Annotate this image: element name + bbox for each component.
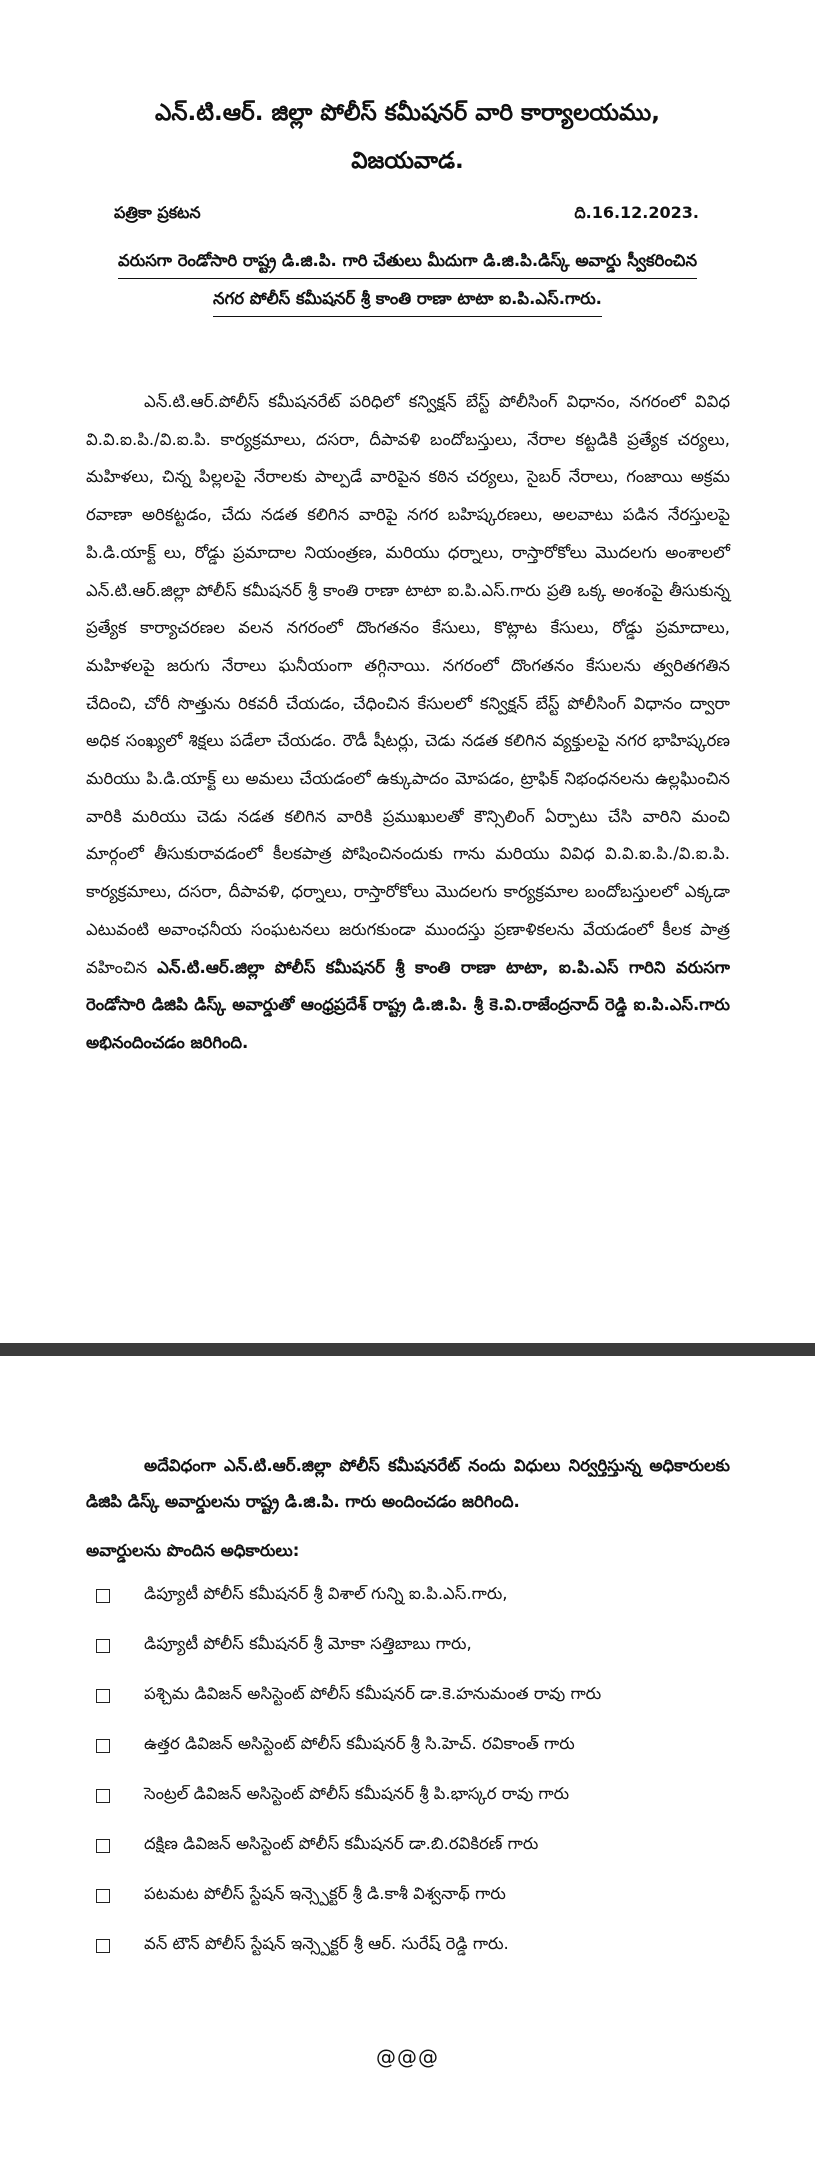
paragraph-1-text: ఎన్.టి.ఆర్.పోలీస్ కమీషనరేట్ పరిధిలో కన్విక్షన్ బేస్ట్ పోలీసింగ్ విధానం, నగరంలో వివిధ వి.వి.ఐ.పి./వి.ఐ.పి. కార్యక్రమాలు, దసరా, దీపావళి బందోబస్తులు, నేరాల కట్టడికి ప్రత్యేక చర్యలు, మహిళలు, చిన్న పిల్లలపై నేరాలకు పాల్పడే వారిపైన కఠిన చర్యలు, సైబర్ నేరాలు, గంజాయి అక్రమ రవాణా అరికట్టడం, చేదు నడత కలిగిన వారిపై నగర బహిష్కరణలు, అలవాటు పడిన నేరస్తులపై పి.డి.యాక్ట్ లు, రోడ్డు ప్రమాదాల నియంత్రణ, మరియు ధర్నాలు, రాస్తారోకోలు మొదలగు అంశాలలో ఎన్.టి.ఆర్.జిల్లా పోలీస్ కమీషనర్ శ్రీ కాంతి రాణా టాటా ఐ.పి.ఎస్.గారు ప్రతి ఒక్క అంశంపై తీసుకున్న ప్రత్యేక కార్యాచరణల వలన నగరంలో దొంగతనం కేసులు, కొట్లాట కేసులు, రోడ్డు ప్రమాదాలు, మహిళలపై జరుగు నేరాలు ఘనీయంగా తగ్గినాయి. నగరంలో దొంగతనం కేసులను త్వరితగతిన చేదించి, చోరీ సొత్తును రికవరీ చేయడం, చేధించిన కేసులలో కన్విక్షన్ బేస్ట్ పోలీసింగ్ విధానం ద్వారా అధిక సంఖ్యలో శిక్షలు పడేలా చేయడం. రౌడీ షీటర్లు, చెడు నడత కలిగిన వ్యక్తులపై నగర భాహిష్కరణ మరియు పి.డి.యాక్ట్ లు అమలు చేయడంలో ఉక్కుపాదం మోపడం, ట్రాఫిక్ నిభంధనలను ఉల్లఘించిన వారికి మరియు చెడు నడత కలిగిన వారికి ప్రముఖులతో కౌన్సిలింగ్ ఏర్పాటు చేసి వారిని మంచి మార్గంలో తీసుకురావడంలో కీలకపాత్ర పోషించినందుకు గాను మరియు వివిధ వి.వి.ఐ.పి./వి.ఐ.పి. కార్యక్రమాలు, దసరా, దీపావళి, ధర్నాలు, రాస్తారోకోలు మొదలగు కార్యక్రమాల బందోబస్తులలో ఎక్కడా ఎటువంటి అవాంఛనీయ సంఘటనలు జరుగకుండా ముందస్తు ప్రణాళికలను వేయడంలో కీలక పాత్ర వహించిన [86,392,730,977]
recipient-name: పశ్చిమ డివిజన్ అసిస్టెంట్ పోలీస్ కమీషనర్ డా.కె.హనుమంత రావు గారు [144,1684,602,1703]
recipient-name: ఉత్తర డివిజన్ అసిస్టెంట్ పోలీస్ కమీషనర్ శ్రీ సి.హెచ్. రవికాంత్ గారు [144,1734,575,1753]
checkbox-icon [96,1839,110,1853]
recipient-name: దక్షిణ డివిజన్ అసిస్టెంట్ పోలీస్ కమీషనర్ డా.బి.రవికిరణ్ గారు [144,1834,539,1853]
office-title: ఎన్.టి.ఆర్. జిల్లా పోలీస్ కమీషనర్ వారి కార్యాలయము, [154,100,661,126]
press-release-label: పత్రికా ప్రకటన [114,203,201,222]
recipient-name: సెంట్రల్ డివిజన్ అసిస్టెంట్ పోలీస్ కమీషనర్ శ్రీ పి.భాస్కర రావు గారు [144,1784,570,1803]
recipient-name: పటమట పోలీస్ స్టేషన్ ఇన్స్పెక్టర్ శ్రీ డి.కాశీ విశ్వనాథ్ గారు [144,1884,506,1903]
recipient-name: డిప్యూటీ పోలీస్ కమీషనర్ శ్రీ విశాల్ గున్ని ఐ.పి.ఎస్.గారు, [144,1584,508,1603]
list-item [96,1884,756,1934]
recipient-name: వన్ టౌన్ పోలీస్ స్టేషన్ ఇన్స్పెక్టర్ శ్రీ ఆర్. సురేష్ రెడ్డి గారు. [144,1934,509,1953]
page-separator [0,1343,815,1356]
headline-line-2 [0,288,815,317]
list-item [96,1634,756,1684]
list-item [96,1734,756,1784]
office-city: విజయవాడ. [351,148,464,174]
body-paragraph-2 [86,1448,730,1520]
recipients-list [96,1584,756,1984]
checkbox-icon [96,1789,110,1803]
end-mark: @@@ [376,2045,439,2069]
headline-text-2: నగర పోలీస్ కమీషనర్ శ్రీ కాంతి రాణా టాటా ఐ.పి.ఎస్.గారు. [213,288,602,317]
checkbox-icon [96,1939,110,1953]
body-paragraph-1 [86,383,730,1062]
checkbox-icon [96,1639,110,1653]
list-item [96,1684,756,1734]
list-item [96,1834,756,1884]
recipients-heading: అవార్డులను పొందిన అధికారులు: [86,1541,300,1560]
checkbox-icon [96,1689,110,1703]
headline-line-1 [0,250,815,279]
checkbox-icon [96,1589,110,1603]
paragraph-1-bold-text: ఎన్.టి.ఆర్.జిల్లా పోలీస్ కమీషనర్ శ్రీ కాంతి రాణా టాటా, ఐ.పి.ఎస్ గారిని వరుసగా రెండోసారి డిజిపి డిస్క్ అవార్డుతో ఆంధ్రప్రదేశ్ రాష్ట్ర డి.జి.పి. శ్రీ కె.వి.రాజేంద్రనాద్ రెడ్డి ఐ.పి.ఎస్.గారు అభినందించడం జరిగింది. [86,957,730,1052]
paragraph-2-text: అదేవిధంగా ఎన్.టి.ఆర్.జిల్లా పోలీస్ కమీషనరేట్ నందు విధులు నిర్వర్తిస్తున్న అధికారులకు డిజిపి డిస్క్ అవార్డులను రాష్ట్ర డి.జి.పి. గారు అందించడం జరిగింది. [86,1456,730,1511]
checkbox-icon [96,1739,110,1753]
checkbox-icon [96,1889,110,1903]
press-release-date: ది.16.12.2023. [574,203,699,222]
list-item [96,1934,756,1984]
recipient-name: డిప్యూటీ పోలీస్ కమీషనర్ శ్రీ మోకా సత్తిబాబు గారు, [144,1634,472,1653]
list-item [96,1584,756,1634]
headline-text-1: వరుసగా రెండోసారి రాష్ట్ర డి.జి.పి. గారి చేతులు మీదుగా డి.జి.పి.డిస్క్ అవార్డు స్వీకరించిన [118,250,697,279]
list-item [96,1784,756,1834]
